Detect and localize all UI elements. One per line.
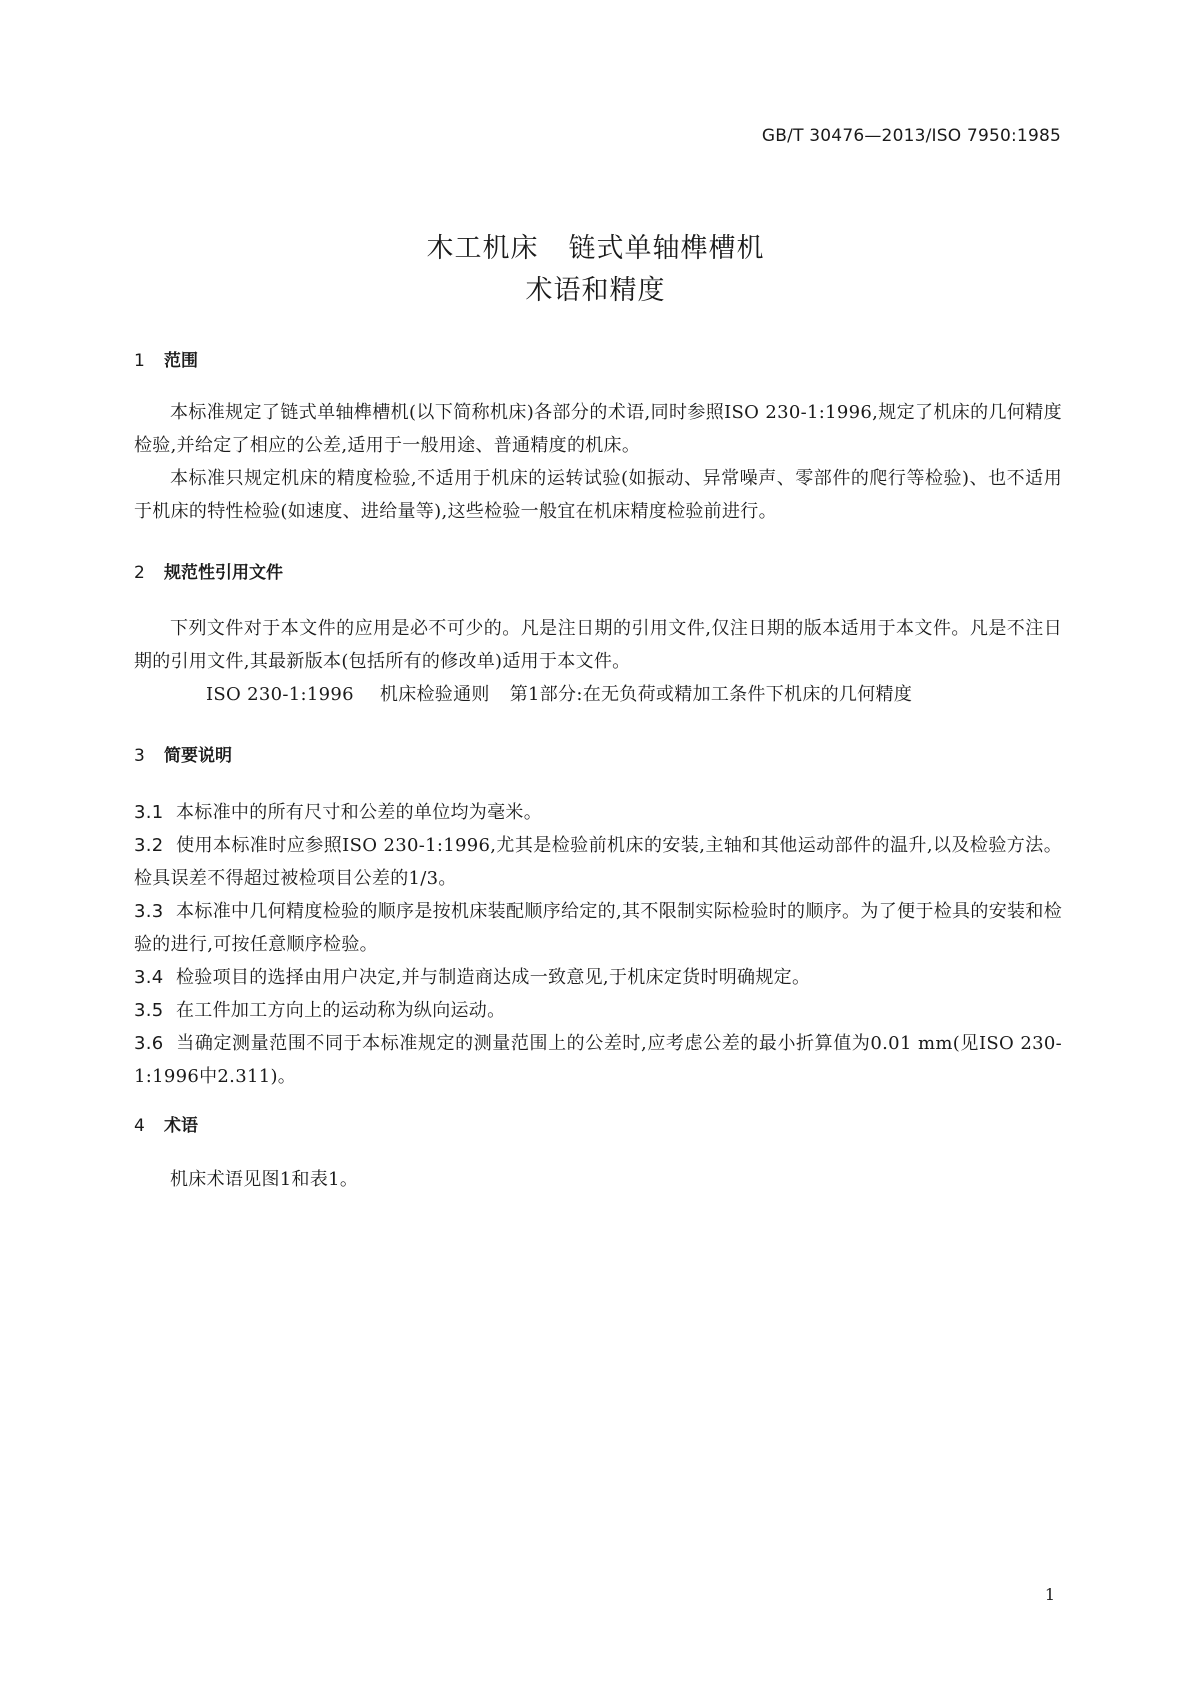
section-4-heading xyxy=(134,1111,198,1136)
title-machine-type: 链式单轴榫槽机 xyxy=(568,233,765,264)
clause-number: 3.3 xyxy=(134,901,164,922)
clause-3-5 xyxy=(134,994,1062,1027)
clause-number: 3.5 xyxy=(134,1000,164,1021)
title-machine-category: 木工机床 xyxy=(426,233,539,264)
clause-text: 当确定测量范围不同于本标准规定的测量范围上的公差时,应考虑公差的最小折算值为0.01 mm(见ISO 230-1:1996中2.311)。 xyxy=(134,1033,1062,1087)
section-title: 范围 xyxy=(164,351,198,371)
clause-number: 3.4 xyxy=(134,967,164,988)
section-3-heading xyxy=(134,741,232,766)
reference-title-part-1: 机床检验通则 xyxy=(379,684,490,705)
reference-doc-id: ISO 230-1:1996 xyxy=(206,684,354,705)
section-title: 规范性引用文件 xyxy=(164,563,283,583)
standard-code: GB/T 30476—2013/ISO 7950:1985 xyxy=(761,126,1061,146)
clause-number: 3.2 xyxy=(134,835,164,856)
clause-text: 本标准中的所有尺寸和公差的单位均为毫米。 xyxy=(176,802,542,823)
section-number: 4 xyxy=(134,1116,145,1136)
section-number: 3 xyxy=(134,746,145,766)
reference-title-part-2: 第1部分:在无负荷或精加工条件下机床的几何精度 xyxy=(509,684,913,705)
section-number: 2 xyxy=(134,563,145,583)
clause-number: 3.1 xyxy=(134,802,164,823)
section-number: 1 xyxy=(134,351,145,371)
clause-3-4 xyxy=(134,961,1062,994)
clause-text: 在工件加工方向上的运动称为纵向运动。 xyxy=(176,1000,506,1021)
clause-text: 检验项目的选择由用户决定,并与制造商达成一致意见,于机床定货时明确规定。 xyxy=(176,967,811,988)
section-title: 术语 xyxy=(164,1116,198,1136)
section-1-heading xyxy=(134,346,198,371)
scope-paragraph-2: 本标准只规定机床的精度检验,不适用于机床的运转试验(如振动、异常噪声、零部件的爬行等检验)、也不适用于机床的特性检验(如速度、进给量等),这些检验一般宜在机床精度检验前进行。 xyxy=(134,468,1062,522)
clause-text: 本标准中几何精度检验的顺序是按机床装配顺序给定的,其不限制实际检验时的顺序。为了便于检具的安装和检验的进行,可按任意顺序检验。 xyxy=(134,901,1062,955)
page-number: 1 xyxy=(1044,1585,1055,1604)
section-title: 简要说明 xyxy=(164,746,232,766)
section-2-heading xyxy=(134,558,283,583)
title-line-1 xyxy=(0,228,1191,270)
clause-number: 3.6 xyxy=(134,1033,164,1054)
normative-refs-intro: 下列文件对于本文件的应用是必不可少的。凡是注日期的引用文件,仅注日期的版本适用于本文件。凡是不注日期的引用文件,其最新版本(包括所有的修改单)适用于本文件。 xyxy=(134,618,1062,672)
document-title xyxy=(0,228,1191,312)
clause-text: 使用本标准时应参照ISO 230-1:1996,尤其是检验前机床的安装,主轴和其他运动部件的温升,以及检验方法。检具误差不得超过被检项目公差的1/3。 xyxy=(134,835,1062,889)
scope-paragraph-1: 本标准规定了链式单轴榫槽机(以下简称机床)各部分的术语,同时参照ISO 230-1:1996,规定了机床的几何精度检验,并给定了相应的公差,适用于一般用途、普通精度的机床。 xyxy=(134,402,1062,456)
clause-3-6 xyxy=(134,1027,1062,1093)
clause-3-2 xyxy=(134,829,1062,895)
clause-3-1 xyxy=(134,796,1062,829)
reference-entry xyxy=(134,678,1062,711)
clause-3-3 xyxy=(134,895,1062,961)
title-line-2: 术语和精度 xyxy=(525,275,666,306)
terms-paragraph: 机床术语见图1和表1。 xyxy=(170,1169,359,1190)
